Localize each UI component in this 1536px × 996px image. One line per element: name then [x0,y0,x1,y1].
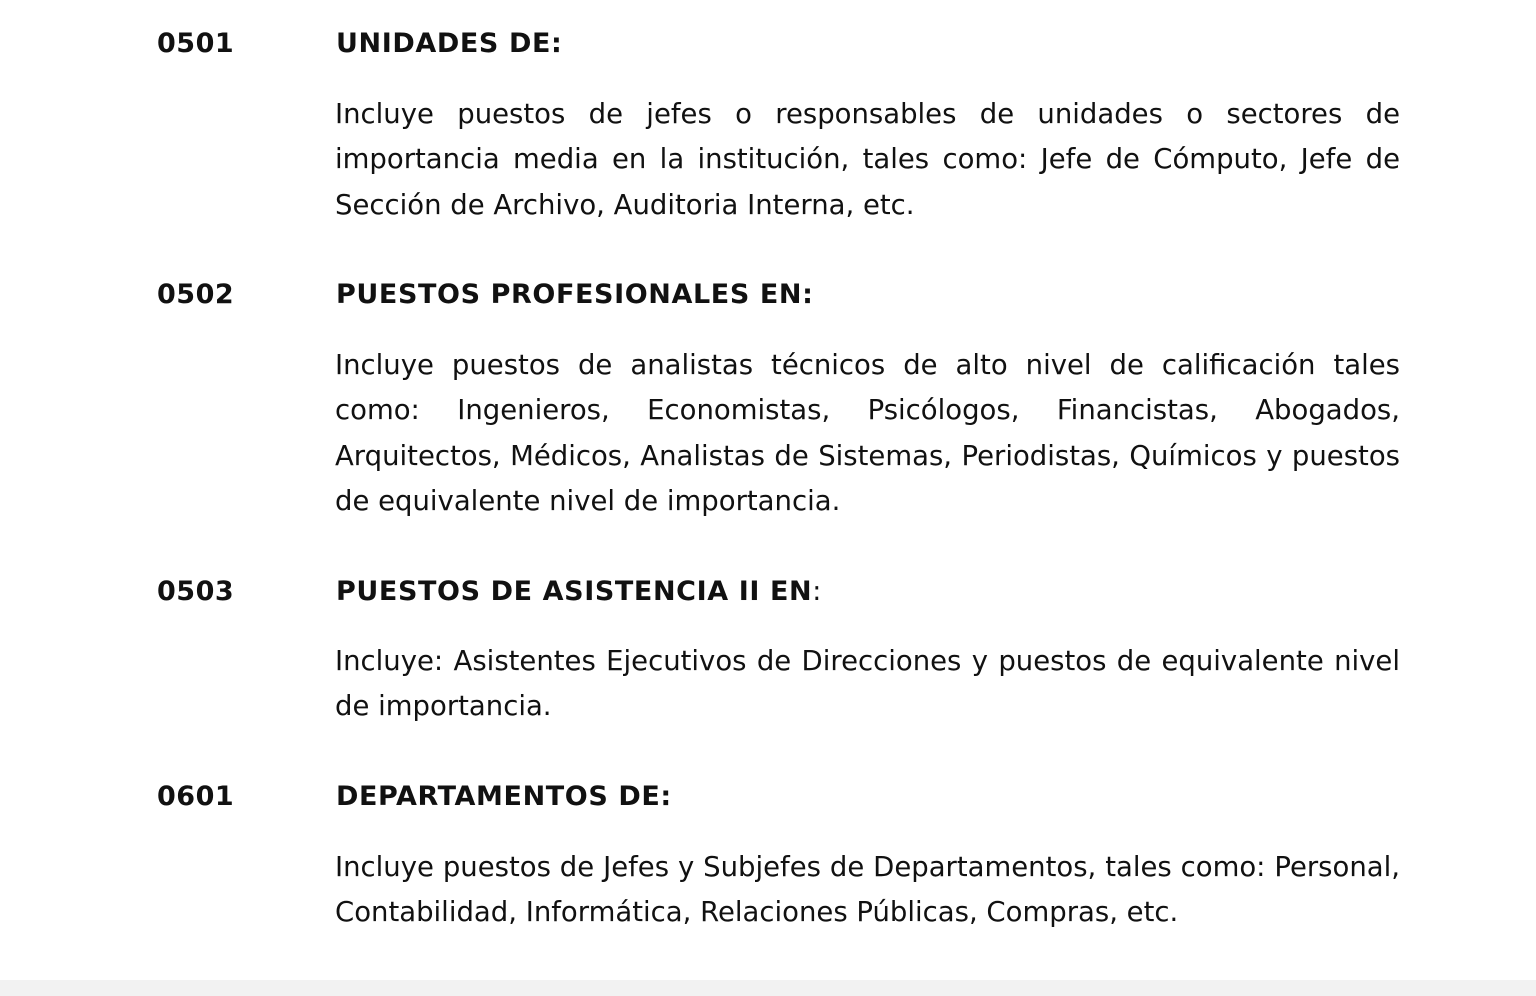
section-heading-suffix: : [812,576,822,607]
section-heading-text: PUESTOS DE ASISTENCIA II EN [336,576,813,607]
section-heading [336,28,562,60]
section-heading-text: UNIDADES DE: [336,28,563,59]
section-heading-text: DEPARTAMENTOS DE: [336,781,672,812]
section-code: 0502 [157,279,235,310]
section-heading-text: PUESTOS PROFESIONALES EN: [336,279,814,310]
section-heading [336,576,822,608]
section-description: Incluye: Asistentes Ejecutivos de Direcciones y puestos de equivalente nivel de importancia. [335,645,1400,723]
section-heading [336,781,672,813]
section-code: 0501 [157,28,235,59]
section-heading [336,279,814,311]
section-description: Incluye puestos de jefes o responsables de unidades o sectores de importancia media en la institución, tales como: Jefe de Cómputo, Jefe de Sección de Archivo, Auditoria Interna, etc. [335,98,1400,221]
section-code: 0503 [157,576,235,607]
section-code: 0601 [157,781,235,812]
section-description: Incluye puestos de analistas técnicos de alto nivel de calificación tales como: Ingenieros, Economistas, Psicólogos, Financistas, Abogados, Arquitectos, Médicos, Analistas de Sistemas, Periodistas, Químicos y puestos de equivalente nivel de importancia. [335,349,1400,517]
section-description: Incluye puestos de Jefes y Subjefes de Departamentos, tales como: Personal, Contabilidad, Informática, Relaciones Públicas, Compras, etc. [335,851,1400,929]
